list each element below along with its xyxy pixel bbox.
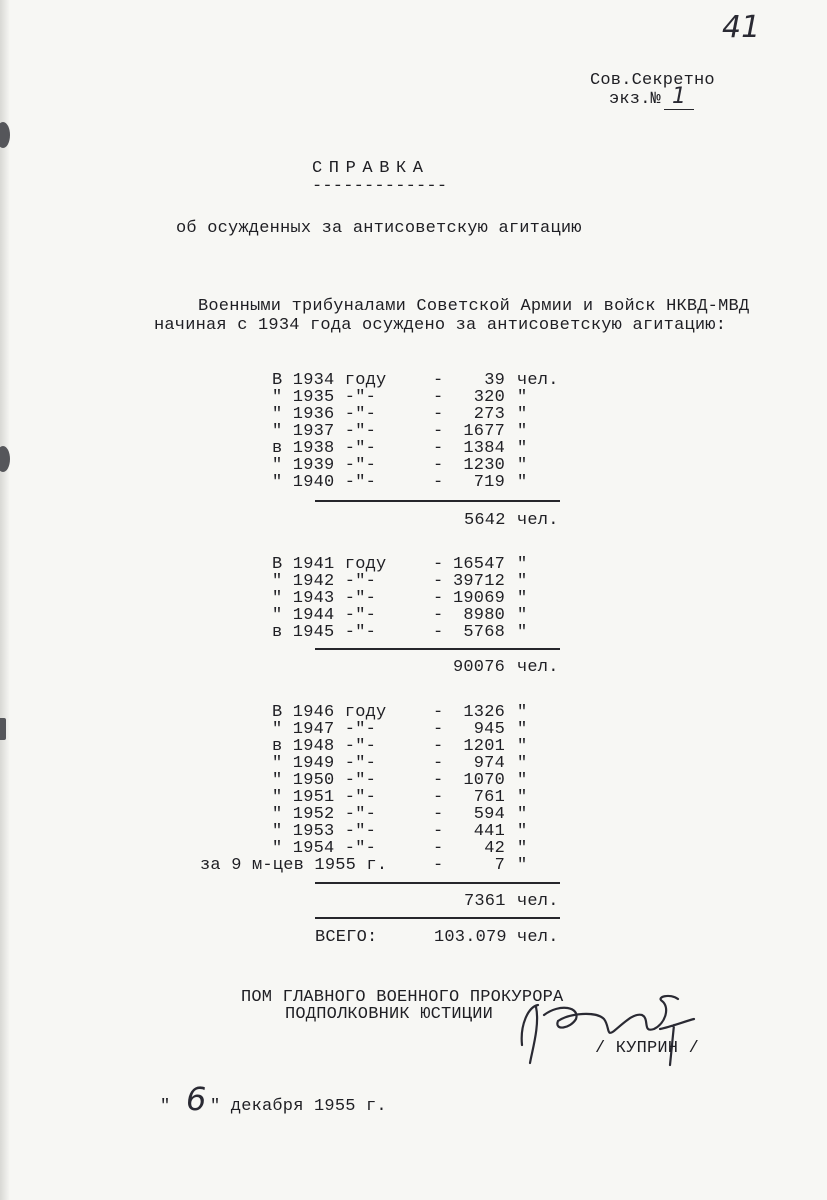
period-1-total-rule bbox=[315, 500, 560, 502]
row-year-label: " 1937 -"- bbox=[272, 422, 377, 441]
row-year-label: " 1944 -"- bbox=[272, 606, 377, 625]
table-row bbox=[0, 755, 827, 772]
row-count-value: 594 bbox=[473, 805, 505, 824]
copy-number: 1 bbox=[672, 84, 686, 109]
table-row bbox=[0, 440, 827, 457]
period-2-total-rule bbox=[315, 648, 560, 650]
table-row bbox=[0, 840, 827, 857]
table-row bbox=[0, 590, 827, 607]
row-year-label: " 1943 -"- bbox=[272, 589, 377, 608]
table-row bbox=[0, 857, 827, 874]
row-dash: - bbox=[433, 856, 444, 875]
grand-total-label: ВСЕГО: bbox=[315, 928, 378, 947]
row-count-value: 7 bbox=[494, 856, 505, 875]
intro-line-1: Военными трибуналами Советской Армии и войск НКВД-МВД bbox=[198, 297, 750, 316]
row-count-value: 719 bbox=[473, 473, 505, 492]
row-dash: - bbox=[433, 456, 444, 475]
row-count-value: 39 bbox=[484, 371, 505, 390]
row-count-value: 42 bbox=[484, 839, 505, 858]
table-row bbox=[0, 624, 827, 641]
row-unit: " bbox=[517, 473, 528, 492]
signer-title-line-2: ПОДПОЛКОВНИК ЮСТИЦИИ bbox=[285, 1005, 494, 1024]
row-year-label: " 1954 -"- bbox=[272, 839, 377, 858]
date-day-handwritten: 6 bbox=[186, 1080, 207, 1118]
row-unit: " bbox=[517, 856, 528, 875]
row-dash: - bbox=[433, 720, 444, 739]
row-dash: - bbox=[433, 371, 444, 390]
row-unit: " bbox=[517, 555, 528, 574]
row-year-label: " 1947 -"- bbox=[272, 720, 377, 739]
row-year-label: за 9 м-цев 1955 г. bbox=[200, 856, 388, 875]
row-count-value: 441 bbox=[473, 822, 505, 841]
row-year-label: " 1935 -"- bbox=[272, 388, 377, 407]
table-row bbox=[0, 474, 827, 491]
table-row bbox=[0, 806, 827, 823]
handwritten-signature bbox=[510, 985, 700, 1075]
row-unit: " bbox=[517, 439, 528, 458]
row-year-label: В 1941 году bbox=[272, 555, 387, 574]
date-open-quote: " bbox=[160, 1097, 171, 1116]
row-dash: - bbox=[433, 737, 444, 756]
row-count-value: 1384 bbox=[463, 439, 505, 458]
row-year-label: " 1953 -"- bbox=[272, 822, 377, 841]
date-text: " декабря 1955 г. bbox=[210, 1097, 387, 1116]
row-year-label: " 1950 -"- bbox=[272, 771, 377, 790]
grand-total-value: 103.079 bbox=[434, 928, 507, 947]
row-dash: - bbox=[433, 439, 444, 458]
table-row bbox=[0, 457, 827, 474]
row-unit: " bbox=[517, 737, 528, 756]
table-row bbox=[0, 738, 827, 755]
table-row bbox=[0, 772, 827, 789]
signer-name: / КУПРИН / bbox=[595, 1039, 700, 1058]
row-dash: - bbox=[433, 572, 444, 591]
row-unit: " bbox=[517, 623, 528, 642]
row-year-label: в 1938 -"- bbox=[272, 439, 377, 458]
row-unit: " bbox=[517, 703, 528, 722]
row-year-label: в 1948 -"- bbox=[272, 737, 377, 756]
row-unit: чел. bbox=[517, 371, 559, 390]
table-row bbox=[0, 721, 827, 738]
row-unit: " bbox=[517, 606, 528, 625]
row-year-label: В 1946 году bbox=[272, 703, 387, 722]
row-unit: " bbox=[517, 754, 528, 773]
row-year-label: " 1949 -"- bbox=[272, 754, 377, 773]
row-unit: " bbox=[517, 805, 528, 824]
row-dash: - bbox=[433, 422, 444, 441]
row-unit: " bbox=[517, 771, 528, 790]
row-count-value: 1326 bbox=[463, 703, 505, 722]
table-row bbox=[0, 372, 827, 389]
grand-total-unit: чел. bbox=[517, 928, 559, 947]
row-dash: - bbox=[433, 822, 444, 841]
period-3-total-unit: чел. bbox=[517, 892, 559, 911]
row-dash: - bbox=[433, 805, 444, 824]
row-year-label: " 1939 -"- bbox=[272, 456, 377, 475]
row-dash: - bbox=[433, 555, 444, 574]
row-unit: " bbox=[517, 589, 528, 608]
row-year-label: " 1942 -"- bbox=[272, 572, 377, 591]
row-dash: - bbox=[433, 606, 444, 625]
row-dash: - bbox=[433, 623, 444, 642]
row-year-label: В 1934 году bbox=[272, 371, 387, 390]
row-count-value: 8980 bbox=[463, 606, 505, 625]
row-count-value: 1201 bbox=[463, 737, 505, 756]
row-unit: " bbox=[517, 456, 528, 475]
row-unit: " bbox=[517, 839, 528, 858]
row-unit: " bbox=[517, 788, 528, 807]
row-dash: - bbox=[433, 754, 444, 773]
row-count-value: 39712 bbox=[452, 572, 505, 591]
archive-page-number: 41 bbox=[722, 10, 761, 45]
row-year-label: " 1940 -"- bbox=[272, 473, 377, 492]
table-row bbox=[0, 556, 827, 573]
row-count-value: 945 bbox=[473, 720, 505, 739]
intro-line-2: начиная с 1934 года осуждено за антисоветскую агитацию: bbox=[154, 316, 727, 335]
copy-number-underline bbox=[664, 109, 694, 110]
row-count-value: 19069 bbox=[452, 589, 505, 608]
row-dash: - bbox=[433, 839, 444, 858]
row-unit: " bbox=[517, 572, 528, 591]
row-count-value: 16547 bbox=[452, 555, 505, 574]
table-row bbox=[0, 389, 827, 406]
row-count-value: 974 bbox=[473, 754, 505, 773]
copy-label: экз.№ bbox=[609, 90, 662, 109]
row-count-value: 1677 bbox=[463, 422, 505, 441]
period-1-total-unit: чел. bbox=[517, 511, 559, 530]
row-year-label: в 1945 -"- bbox=[272, 623, 377, 642]
table-row bbox=[0, 789, 827, 806]
row-year-label: " 1952 -"- bbox=[272, 805, 377, 824]
table-row bbox=[0, 823, 827, 840]
row-unit: " bbox=[517, 405, 528, 424]
row-unit: " bbox=[517, 388, 528, 407]
row-unit: " bbox=[517, 422, 528, 441]
row-count-value: 5768 bbox=[463, 623, 505, 642]
table-row bbox=[0, 573, 827, 590]
row-dash: - bbox=[433, 405, 444, 424]
period-1-total-value: 5642 bbox=[464, 511, 506, 530]
signer-title-line-1: ПОМ ГЛАВНОГО ВОЕННОГО ПРОКУРОРА bbox=[241, 988, 564, 1007]
row-unit: " bbox=[517, 720, 528, 739]
title-underline: ------------- bbox=[312, 177, 448, 196]
table-row bbox=[0, 406, 827, 423]
row-dash: - bbox=[433, 703, 444, 722]
row-dash: - bbox=[433, 388, 444, 407]
row-unit: " bbox=[517, 822, 528, 841]
row-year-label: " 1951 -"- bbox=[272, 788, 377, 807]
row-dash: - bbox=[433, 473, 444, 492]
document-subtitle: об осужденных за антисоветскую агитацию bbox=[176, 219, 582, 238]
table-row bbox=[0, 423, 827, 440]
row-dash: - bbox=[433, 771, 444, 790]
row-count-value: 1230 bbox=[463, 456, 505, 475]
table-row bbox=[0, 607, 827, 624]
row-dash: - bbox=[433, 589, 444, 608]
row-count-value: 1070 bbox=[463, 771, 505, 790]
period-2-total-value: 90076 bbox=[453, 658, 506, 677]
row-year-label: " 1936 -"- bbox=[272, 405, 377, 424]
row-count-value: 761 bbox=[473, 788, 505, 807]
row-dash: - bbox=[433, 788, 444, 807]
grand-total-rule bbox=[315, 917, 560, 919]
period-3-total-rule bbox=[315, 882, 560, 884]
document-title: СПРАВКА bbox=[312, 159, 430, 178]
period-3-total-value: 7361 bbox=[464, 892, 506, 911]
row-count-value: 273 bbox=[473, 405, 505, 424]
period-2-total-unit: чел. bbox=[517, 658, 559, 677]
table-row bbox=[0, 704, 827, 721]
classification-stamp: Сов.Секретно bbox=[590, 71, 715, 90]
row-count-value: 320 bbox=[473, 388, 505, 407]
